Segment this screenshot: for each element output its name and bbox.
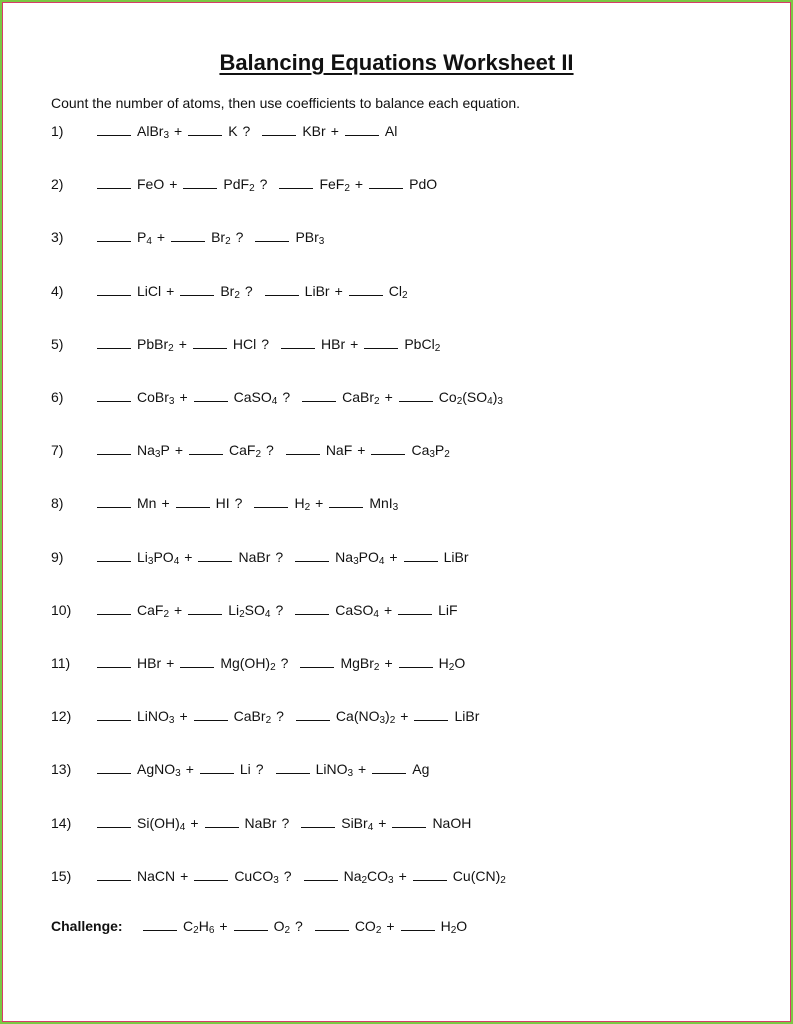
chemical-formula: NaOH <box>432 815 472 831</box>
equation-term <box>295 547 384 567</box>
plus-sign: + <box>190 815 199 831</box>
plus-sign: + <box>400 708 409 724</box>
coefficient-blank[interactable] <box>349 294 383 296</box>
plus-sign: + <box>315 495 324 511</box>
chemical-formula: Al <box>384 123 398 139</box>
equation-term <box>254 493 310 513</box>
equation-term <box>97 227 152 247</box>
chemical-formula: CaF$_2$ <box>137 602 170 620</box>
equation-term <box>304 866 394 886</box>
equation-number: 11) <box>51 655 71 671</box>
plus-sign: + <box>174 442 183 458</box>
coefficient-blank[interactable] <box>97 826 131 828</box>
coefficient-blank[interactable] <box>183 187 217 189</box>
yields-symbol: ? <box>261 336 270 352</box>
chemical-formula: CaSO$_4$ <box>233 389 278 407</box>
coefficient-blank[interactable] <box>279 187 313 189</box>
plus-sign: + <box>166 655 175 671</box>
equation-term <box>281 334 345 354</box>
equation-number: 10) <box>51 602 72 618</box>
yields-symbol: ? <box>276 708 284 724</box>
equation-term <box>180 281 240 301</box>
yields-symbol: ? <box>295 918 303 934</box>
equation-term <box>401 916 468 936</box>
coefficient-blank[interactable] <box>329 506 363 508</box>
chemical-formula: $H_2O$ <box>438 655 466 673</box>
coefficient-blank[interactable] <box>205 826 239 828</box>
chemical-formula: NaBr <box>244 815 277 831</box>
equation-number: 4) <box>51 283 64 299</box>
coefficient-blank[interactable] <box>301 826 335 828</box>
equation-term <box>276 759 353 779</box>
equation-term <box>97 334 174 354</box>
equation-terms <box>97 759 429 779</box>
equation-terms <box>97 600 458 620</box>
coefficient-blank[interactable] <box>188 613 222 615</box>
coefficient-blank[interactable] <box>265 294 299 296</box>
equation-term <box>97 493 156 513</box>
plus-sign: + <box>378 815 387 831</box>
coefficient-blank[interactable] <box>180 294 214 296</box>
chemical-formula: $Ca(NO_3)_2$ <box>335 708 396 726</box>
yields-symbol: ? <box>244 283 253 299</box>
coefficient-blank[interactable] <box>97 453 131 455</box>
plus-sign: + <box>161 495 170 511</box>
equation-term <box>194 706 271 726</box>
chemical-formula: PdF$_2$ <box>223 176 255 194</box>
equation-terms <box>97 493 398 513</box>
coefficient-blank[interactable] <box>97 879 131 881</box>
plus-sign: + <box>166 283 175 299</box>
plus-sign: + <box>179 708 188 724</box>
chemical-formula: HI <box>215 495 230 511</box>
chemical-formula: Li <box>239 761 251 777</box>
coefficient-blank[interactable] <box>171 240 205 242</box>
chemical-formula: CaF$_2$ <box>229 442 262 460</box>
yields-symbol: ? <box>242 123 251 139</box>
coefficient-blank[interactable] <box>404 560 438 562</box>
coefficient-blank[interactable] <box>193 347 227 349</box>
equation-term <box>414 706 479 726</box>
chemical-formula: $Na_3P$ <box>137 442 170 460</box>
equation-number: 7) <box>51 442 64 458</box>
chemical-formula: LiCl <box>137 283 162 299</box>
chemical-formula: KBr <box>302 123 326 139</box>
chemical-formula: AgNO$_3$ <box>137 761 181 779</box>
coefficient-blank[interactable] <box>97 613 131 615</box>
equation-terms <box>97 387 503 407</box>
equation-number: 8) <box>51 495 64 511</box>
equation-term <box>371 440 449 460</box>
coefficient-blank[interactable] <box>414 719 448 721</box>
chemical-formula: FeF$_2$ <box>319 176 350 194</box>
chemical-formula: $Co_2(SO_4)_3$ <box>438 389 503 407</box>
equation-number: 3) <box>51 229 64 245</box>
equation-term <box>300 653 379 673</box>
equation-term <box>171 227 231 247</box>
equation-number: 2) <box>51 176 64 192</box>
plus-sign: + <box>330 123 339 139</box>
chemical-formula: HCl <box>232 336 257 352</box>
coefficient-blank[interactable] <box>97 187 131 189</box>
chemical-formula: FeO <box>137 176 165 192</box>
plus-sign: + <box>350 336 359 352</box>
chemical-formula: NaCN <box>137 868 176 884</box>
chemical-formula: $P_4$ <box>137 229 152 247</box>
equation-term <box>329 493 398 513</box>
chemical-formula: LiF <box>438 602 458 618</box>
equation-number: 14) <box>51 815 72 831</box>
equation-terms <box>97 813 471 833</box>
coefficient-blank[interactable] <box>176 506 210 508</box>
equation-term <box>97 121 169 141</box>
coefficient-blank[interactable] <box>371 453 405 455</box>
equation-term <box>398 600 457 620</box>
equation-term <box>143 916 214 936</box>
equation-term <box>200 759 251 779</box>
chemical-formula: $C_2H_6$ <box>183 918 215 936</box>
coefficient-blank[interactable] <box>255 240 289 242</box>
equation-terms <box>97 174 437 194</box>
coefficient-blank[interactable] <box>234 929 268 931</box>
equation-term <box>188 600 270 620</box>
equation-term <box>399 653 466 673</box>
equation-term <box>194 387 278 407</box>
coefficient-blank[interactable] <box>180 666 214 668</box>
chemical-formula: $Na_3PO_4$ <box>335 549 385 567</box>
coefficient-blank[interactable] <box>97 134 131 136</box>
plus-sign: + <box>358 761 367 777</box>
coefficient-blank[interactable] <box>97 666 131 668</box>
plus-sign: + <box>185 761 194 777</box>
coefficient-blank[interactable] <box>97 719 131 721</box>
chemical-formula: $CO_2$ <box>354 918 382 936</box>
chemical-formula: MgBr$_2$ <box>340 655 380 673</box>
equation-term <box>205 813 277 833</box>
chemical-formula: HBr <box>137 655 162 671</box>
coefficient-blank[interactable] <box>302 400 336 402</box>
plus-sign: + <box>357 442 366 458</box>
coefficient-blank[interactable] <box>194 879 228 881</box>
plus-sign: + <box>184 549 193 565</box>
chemical-formula: K <box>228 123 238 139</box>
yields-symbol: ? <box>266 442 274 458</box>
yields-symbol: ? <box>235 229 244 245</box>
plus-sign: + <box>178 336 187 352</box>
equation-term <box>262 121 325 141</box>
chemical-formula: AlBr$_3$ <box>137 123 170 141</box>
equation-terms <box>97 440 450 460</box>
yields-symbol: ? <box>234 495 243 511</box>
equation-term <box>97 759 181 779</box>
equation-term <box>97 440 170 460</box>
chemical-formula: $Na_2CO_3$ <box>343 868 394 886</box>
coefficient-blank[interactable] <box>398 613 432 615</box>
equation-term <box>265 281 330 301</box>
coefficient-blank[interactable] <box>399 666 433 668</box>
chemical-formula: $Cu(CN)_2$ <box>452 868 506 886</box>
chemical-formula: NaBr <box>238 549 271 565</box>
equation-term <box>198 547 270 567</box>
coefficient-blank[interactable] <box>401 929 435 931</box>
coefficient-blank[interactable] <box>413 879 447 881</box>
equation-term <box>176 493 230 513</box>
chemical-formula: NaF <box>325 442 353 458</box>
equation-term <box>97 813 185 833</box>
coefficient-blank[interactable] <box>369 187 403 189</box>
equation-term <box>349 281 408 301</box>
chemical-formula: MnI$_3$ <box>369 495 399 513</box>
equation-term <box>372 759 429 779</box>
plus-sign: + <box>179 389 188 405</box>
chemical-formula: $Br_2$ <box>220 283 240 301</box>
chemical-formula: PBr$_3$ <box>295 229 325 247</box>
equation-terms <box>97 866 506 886</box>
coefficient-blank[interactable] <box>315 929 349 931</box>
coefficient-blank[interactable] <box>295 560 329 562</box>
equation-terms <box>97 227 324 247</box>
equation-number: 15) <box>51 868 72 884</box>
equation-term <box>404 547 469 567</box>
equation-terms <box>97 653 465 673</box>
coefficient-blank[interactable] <box>198 560 232 562</box>
equation-term <box>315 916 382 936</box>
chemical-formula: CoBr$_3$ <box>137 389 175 407</box>
chemical-formula: $Si(OH)_4$ <box>137 815 186 833</box>
chemical-formula: $Li_2SO_4$ <box>228 602 271 620</box>
challenge-label: Challenge: <box>51 918 123 934</box>
coefficient-blank[interactable] <box>304 879 338 881</box>
chemical-formula: $Ca_3P_2$ <box>411 442 450 460</box>
coefficient-blank[interactable] <box>200 772 234 774</box>
coefficient-blank[interactable] <box>295 613 329 615</box>
chemical-formula: LiNO$_3$ <box>137 708 175 726</box>
plus-sign: + <box>174 602 183 618</box>
coefficient-blank[interactable] <box>97 347 131 349</box>
coefficient-blank[interactable] <box>97 506 131 508</box>
equation-number: 5) <box>51 336 64 352</box>
equation-number: 13) <box>51 761 72 777</box>
chemical-formula: $H_2$ <box>294 495 311 513</box>
plus-sign: + <box>334 283 343 299</box>
coefficient-blank[interactable] <box>97 772 131 774</box>
plus-sign: + <box>386 918 395 934</box>
equation-term <box>183 174 254 194</box>
coefficient-blank[interactable] <box>296 719 330 721</box>
coefficient-blank[interactable] <box>189 453 223 455</box>
equation-term <box>97 387 174 407</box>
equation-term <box>286 440 352 460</box>
equation-term <box>97 281 161 301</box>
coefficient-blank[interactable] <box>97 400 131 402</box>
coefficient-blank[interactable] <box>300 666 334 668</box>
equation-term <box>295 600 379 620</box>
coefficient-blank[interactable] <box>276 772 310 774</box>
chemical-formula: PdO <box>409 176 438 192</box>
coefficient-blank[interactable] <box>194 400 228 402</box>
chemical-formula: CaSO$_4$ <box>335 602 379 620</box>
worksheet-title: Balancing Equations Worksheet II <box>219 50 574 75</box>
chemical-formula: Ag <box>412 761 430 777</box>
equation-term <box>97 706 174 726</box>
coefficient-blank[interactable] <box>399 400 433 402</box>
coefficient-blank[interactable] <box>392 826 426 828</box>
equation-term <box>413 866 506 886</box>
yields-symbol: ? <box>275 549 284 565</box>
plus-sign: + <box>219 918 228 934</box>
chemical-formula: $O_2$ <box>273 918 291 936</box>
plus-sign: + <box>156 229 166 245</box>
equation-term <box>193 334 256 354</box>
plus-sign: + <box>354 176 364 192</box>
plus-sign: + <box>384 389 393 405</box>
plus-sign: + <box>180 868 189 884</box>
yields-symbol: ? <box>282 389 291 405</box>
equation-term <box>194 866 278 886</box>
challenge-terms <box>143 916 467 936</box>
equation-term <box>392 813 471 833</box>
plus-sign: + <box>389 549 398 565</box>
coefficient-blank[interactable] <box>281 347 315 349</box>
equation-number: 12) <box>51 708 72 724</box>
coefficient-blank[interactable] <box>364 347 398 349</box>
equation-term <box>97 547 179 567</box>
plus-sign: + <box>383 602 393 618</box>
equation-terms <box>97 547 469 567</box>
chemical-formula: PbCl$_2$ <box>404 336 441 354</box>
yields-symbol: ? <box>255 761 264 777</box>
equation-term <box>189 440 261 460</box>
chemical-formula: SiBr$_4$ <box>341 815 374 833</box>
equation-term <box>180 653 275 673</box>
coefficient-blank[interactable] <box>286 453 320 455</box>
coefficient-blank[interactable] <box>97 240 131 242</box>
chemical-formula: $Cl_2$ <box>388 283 408 301</box>
chemical-formula: HBr <box>321 336 346 352</box>
chemical-formula: CuCO$_3$ <box>234 868 279 886</box>
equation-terms <box>97 334 440 354</box>
chemical-formula: LiBr <box>454 708 480 724</box>
coefficient-blank[interactable] <box>194 719 228 721</box>
coefficient-blank[interactable] <box>372 772 406 774</box>
chemical-formula: CaBr$_2$ <box>233 708 272 726</box>
equation-number: 6) <box>51 389 64 405</box>
equation-term <box>255 227 324 247</box>
chemical-formula: CaBr$_2$ <box>342 389 380 407</box>
equation-term <box>97 600 169 620</box>
equation-term <box>345 121 397 141</box>
coefficient-blank[interactable] <box>97 560 131 562</box>
yields-symbol: ? <box>280 655 289 671</box>
equation-term <box>97 174 164 194</box>
equation-terms <box>97 281 408 301</box>
equation-number: 9) <box>51 549 64 565</box>
plus-sign: + <box>398 868 407 884</box>
chemical-formula: $Mg(OH)_2$ <box>220 655 276 673</box>
chemical-formula: LiNO$_3$ <box>315 761 354 779</box>
coefficient-blank[interactable] <box>143 929 177 931</box>
chemical-formula: LiBr <box>304 283 330 299</box>
yields-symbol: ? <box>281 815 290 831</box>
coefficient-blank[interactable] <box>345 134 379 136</box>
coefficient-blank[interactable] <box>262 134 296 136</box>
equation-term <box>296 706 395 726</box>
plus-sign: + <box>169 176 178 192</box>
coefficient-blank[interactable] <box>97 294 131 296</box>
chemical-formula: Mn <box>137 495 157 511</box>
equation-term <box>234 916 290 936</box>
equation-term <box>188 121 237 141</box>
equation-term <box>364 334 440 354</box>
chemical-formula: $H_2O$ <box>440 918 468 936</box>
equation-term <box>301 813 373 833</box>
chemical-formula: LiBr <box>443 549 469 565</box>
equation-term <box>369 174 437 194</box>
equation-term <box>97 866 175 886</box>
equation-terms <box>97 121 397 141</box>
equation-number: 1) <box>51 123 64 139</box>
equation-terms <box>97 706 479 726</box>
equation-term <box>399 387 503 407</box>
chemical-formula: $Br_2$ <box>211 229 231 247</box>
equation-term <box>97 653 161 673</box>
plus-sign: + <box>174 123 183 139</box>
yields-symbol: ? <box>259 176 268 192</box>
yields-symbol: ? <box>283 868 292 884</box>
coefficient-blank[interactable] <box>188 134 222 136</box>
coefficient-blank[interactable] <box>254 506 288 508</box>
plus-sign: + <box>384 655 393 671</box>
chemical-formula: PbBr$_2$ <box>137 336 174 354</box>
yields-symbol: ? <box>275 602 284 618</box>
equation-term <box>302 387 379 407</box>
instructions-text: Count the number of atoms, then use coefficients to balance each equation. <box>51 95 521 111</box>
equation-term <box>279 174 349 194</box>
chemical-formula: $Li_3PO_4$ <box>137 549 180 567</box>
